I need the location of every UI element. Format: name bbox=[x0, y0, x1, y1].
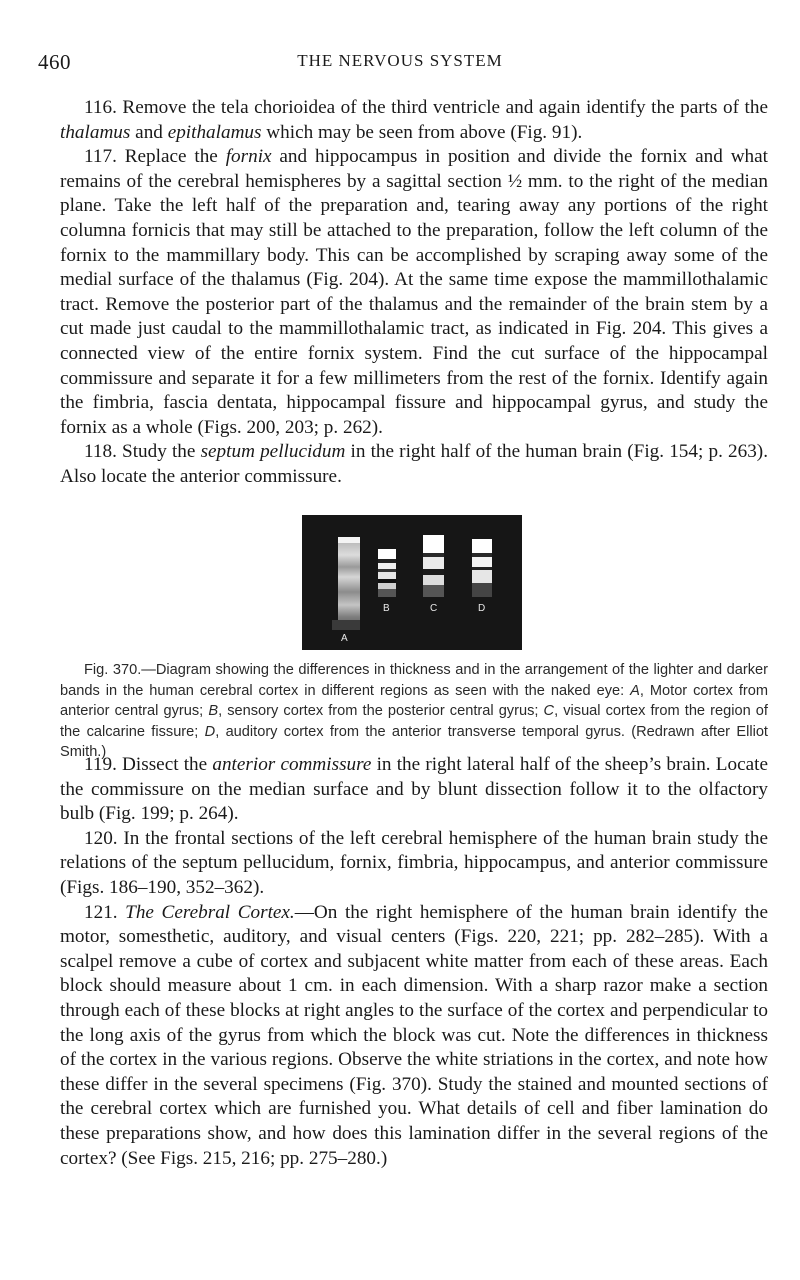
text-run: and hippocampus in position and divide the fornix and what remains of the cerebral hemispheres by a sagittal section ½ mm. to the right of the median plane. Take the left half of the preparation and, tearing away any portions of the right columna fornicis that may still be attached to the preparation, follow the left column of the fornix to the mammillary body. This can be accomplished by scraping away some of the medial surface of the thalamus (Fig. 204). At the same time expose the mammillothalamic tract. Remove the posterior part of the thalamus and the remainder of the brain stem by a cut made just caudal to the mammillothalamic tract, as indicated in Fig. 204. This gives a connected view of the entire fornix system. Find the cut surface of the hippocampal commissure and separate it for a few millimeters from the rest of the fornix. Identify again the fimbria, fascia dentata, hippocampal fissure and hippocampal gyrus, and study the fornix as a whole (Figs. 200, 203; p. 262). bbox=[60, 146, 768, 438]
figure-label-b: B bbox=[383, 603, 390, 614]
strip-d bbox=[472, 539, 492, 597]
paragraph bbox=[60, 753, 768, 827]
text-run: —On the right hemisphere of the human brain identify the motor, somesthetic, auditory, and visual centers (Figs. 220, 221; pp. 282–285). With a scalpel remove a cube of cortex and subjacent white matter from each of these areas. Each block should measure about 1 cm. in each dimension. With a sharp razor make a section through each of these blocks at right angles to the surface of the cortex and perpendicular to the long axis of the gyrus from which the block was cut. Note the differences in thickness of the cortex in the various regions. Observe the white striations in the cortex, and note how these differ in the several specimens (Fig. 370). Study the stained and mounted sections of the cerebral cortex which are furnished you. What details of cell and fiber lamination do these preparations show, and how does this lamination differ in the several regions of the cortex? (See Figs. 215, 216; pp. 275–280.) bbox=[60, 901, 769, 1169]
text-run: in the right half of the human brain (Fig. 154; p. 263). Also locate the anterior commissure. bbox=[60, 441, 768, 487]
strip-a bbox=[338, 537, 360, 629]
text-run: 116. Remove the tela chorioidea of the third ventricle and again identify the parts of the bbox=[84, 97, 768, 118]
strip-b bbox=[378, 549, 396, 597]
text-run: , visual cortex from the region of the calcarine fissure; bbox=[60, 703, 768, 740]
text-run: 119. Dissect the bbox=[84, 754, 213, 775]
paragraph bbox=[60, 827, 768, 901]
italic-text: thalamus bbox=[60, 121, 131, 143]
italic-text: fornix bbox=[225, 146, 272, 168]
italic-text: anterior commissure bbox=[212, 754, 372, 775]
text-block-top bbox=[60, 96, 768, 490]
paragraph bbox=[60, 96, 768, 145]
figure-caption bbox=[60, 660, 768, 763]
strip-c bbox=[423, 535, 444, 597]
cortex-diagram-figure bbox=[302, 515, 522, 650]
paragraph bbox=[60, 440, 768, 489]
text-run: 118. Study the bbox=[84, 441, 201, 463]
figure-label-c: C bbox=[430, 603, 438, 614]
figure-label-d: D bbox=[478, 603, 486, 614]
italic-text: septum pellucidum bbox=[200, 441, 346, 463]
figure-label-a: A bbox=[341, 633, 348, 644]
italic-text: B bbox=[208, 703, 219, 719]
text-run: Fig. 370.—Diagram showing the differences in thickness and in the arrangement of the lighter and darker bands in the human cerebral cortex in different regions as seen with the naked eye: bbox=[60, 662, 768, 699]
text-run: , Motor cortex from anterior central gyrus; bbox=[60, 682, 769, 719]
text-run: in the right lateral half of the sheep’s brain. Locate the commissure on the median surface and by blunt dissection follow it to the olfactory bulb (Fig. 199; p. 264). bbox=[60, 754, 768, 825]
page-number: 460 bbox=[38, 50, 71, 74]
text-run: , sensory cortex from the posterior central gyrus; bbox=[218, 703, 544, 719]
italic-text: The Cerebral Cortex. bbox=[125, 901, 295, 923]
text-block-bottom bbox=[60, 753, 768, 1171]
text-run: which may be seen from above (Fig. 91). bbox=[261, 121, 583, 143]
paragraph bbox=[60, 145, 768, 440]
text-run: , auditory cortex from the anterior transverse temporal gyrus. (Redrawn after Elliot Smith.) bbox=[60, 723, 768, 760]
italic-text: D bbox=[204, 723, 216, 740]
italic-text: epithalamus bbox=[167, 121, 262, 143]
paragraph bbox=[60, 901, 768, 1172]
italic-text: C bbox=[543, 703, 555, 719]
text-run: 121. bbox=[84, 901, 126, 923]
running-head: THE NERVOUS SYSTEM bbox=[297, 51, 503, 70]
text-run: 117. Replace the bbox=[84, 146, 226, 168]
text-run: and bbox=[130, 121, 168, 143]
text-run: 120. In the frontal sections of the left cerebral hemisphere of the human brain study the relations of the septum pellucidum, fornix, fimbria, hippocampus, and anterior commissure (Figs. 186–190, 352–362). bbox=[60, 827, 768, 898]
figure-caption-text bbox=[60, 660, 768, 763]
italic-text: A bbox=[630, 682, 640, 699]
strip-a-lower bbox=[332, 620, 360, 630]
